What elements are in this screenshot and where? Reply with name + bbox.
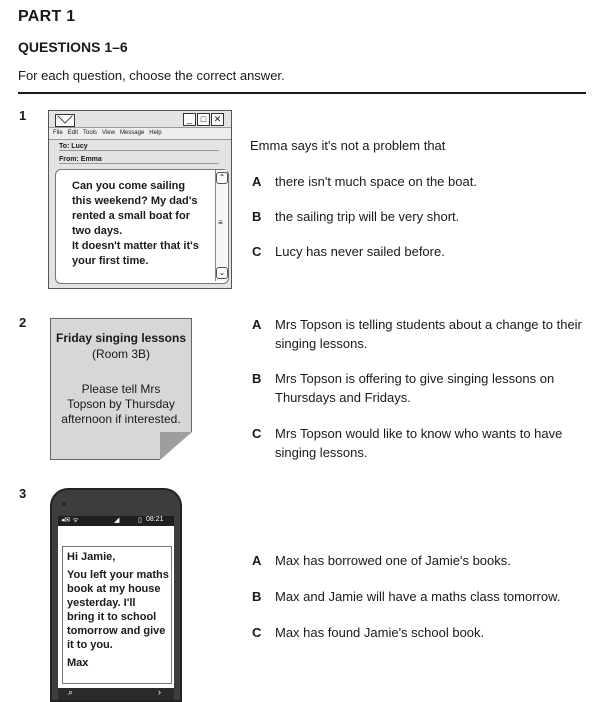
question-number-3: 3 <box>19 486 27 501</box>
scroll-up-icon: ⌃ <box>216 172 228 184</box>
email-window <box>48 110 232 289</box>
notice-line: Please tell Mrs <box>81 382 161 396</box>
scroll-down-icon: ⌄ <box>216 267 228 279</box>
option-text <box>275 369 554 407</box>
nav-bar <box>58 688 174 700</box>
notice-card <box>50 318 192 460</box>
sms-line: book at my house <box>67 583 161 595</box>
menu-item: Help <box>149 130 162 136</box>
email-to-field: To: Lucy <box>59 143 219 151</box>
status-bar <box>58 516 174 526</box>
sms-line: tomorrow and give <box>67 625 166 637</box>
menu-item: Tools <box>83 130 98 136</box>
scroll-grip-icon: ≡ <box>218 218 223 227</box>
sms-line: yesterday. I'll <box>67 597 136 609</box>
maximize-icon: □ <box>197 113 210 126</box>
email-titlebar <box>49 111 231 127</box>
email-line: this weekend? My dad's <box>72 195 198 207</box>
search-icon: ⌕ <box>68 687 74 697</box>
option-text: the sailing trip will be very short. <box>275 209 460 224</box>
status-time: 08:21 <box>146 516 164 523</box>
email-body <box>55 169 229 284</box>
option-text: Max has found Jamie's school book. <box>275 625 485 640</box>
question-stem-1: Emma says it's not a problem that <box>250 138 446 153</box>
email-from-field: From: Emma <box>59 156 219 164</box>
question-number-2: 2 <box>19 315 27 330</box>
option-letter: B <box>252 209 262 224</box>
option-text-line: singing lessons. <box>275 336 368 351</box>
section-divider <box>18 92 586 94</box>
option-letter: B <box>252 589 262 604</box>
sms-message <box>67 550 169 670</box>
camera-icon <box>62 502 66 506</box>
option-letter: C <box>252 426 262 441</box>
option-text: there isn't much space on the boat. <box>275 174 477 189</box>
menu-item: View <box>102 130 115 136</box>
email-scrollbar <box>215 170 227 281</box>
sms-line: You left your maths <box>67 569 169 581</box>
sms-line: bring it to school <box>67 611 157 623</box>
phone <box>50 488 182 702</box>
option-text: Max and Jamie will have a maths class tomorrow. <box>275 589 561 604</box>
menu-item: Edit <box>67 130 79 136</box>
menu-item: File <box>53 130 63 136</box>
email-line: two days. <box>72 225 123 237</box>
sms-bubble <box>62 546 172 684</box>
email-line: rented a small boat for <box>72 210 190 222</box>
option-letter: C <box>252 625 262 640</box>
question-number-1: 1 <box>19 108 27 123</box>
notice-body <box>51 382 191 427</box>
battery-icon: ▯ <box>138 517 142 524</box>
notification-icons: ◂✉ ᯤ <box>61 517 79 524</box>
email-line: It doesn't matter that it's <box>72 240 199 252</box>
option-text <box>275 424 562 462</box>
close-icon: ✕ <box>211 113 224 126</box>
option-letter: A <box>252 317 262 332</box>
email-line: Can you come sailing <box>72 180 186 192</box>
option-text <box>275 315 582 353</box>
email-menubar <box>49 127 231 140</box>
sms-line: Max <box>67 657 89 669</box>
option-text-line: Mrs Topson is telling students about a change to their <box>275 317 582 332</box>
option-text: Lucy has never sailed before. <box>275 244 445 259</box>
instruction-text: For each question, choose the correct answer. <box>18 68 285 83</box>
app-header <box>58 526 174 544</box>
option-letter: C <box>252 244 262 259</box>
option-text-line: Mrs Topson is offering to give singing lessons on <box>275 371 555 386</box>
sms-line: it to you. <box>67 639 113 651</box>
menu-item: Message <box>119 130 145 136</box>
questions-heading: QUESTIONS 1–6 <box>18 39 128 55</box>
option-text-line: Thursdays and Fridays. <box>275 390 411 405</box>
notice-title: Friday singing lessons <box>55 331 187 345</box>
sms-line: Hi Jamie, <box>67 551 116 563</box>
option-letter: B <box>252 371 262 386</box>
option-letter: A <box>252 553 262 568</box>
notice-line: afternoon if interested. <box>61 412 181 426</box>
envelope-icon <box>55 114 75 127</box>
email-message <box>72 179 199 269</box>
page-curl <box>160 432 192 460</box>
option-letter: A <box>252 174 262 189</box>
part-heading: PART 1 <box>18 8 76 25</box>
minimize-icon: _ <box>183 113 196 126</box>
option-text-line: singing lessons. <box>275 445 368 460</box>
signal-icon: ◢ <box>114 517 120 524</box>
notice-subtitle: (Room 3B) <box>91 347 150 361</box>
phone-screen <box>58 516 174 700</box>
chevron-right-icon: › <box>158 687 161 697</box>
notice-line: Topson by Thursday <box>67 397 175 411</box>
email-line: your first time. <box>72 255 149 267</box>
option-text: Max has borrowed one of Jamie's books. <box>275 553 511 568</box>
option-text-line: Mrs Topson would like to know who wants to have <box>275 426 563 441</box>
